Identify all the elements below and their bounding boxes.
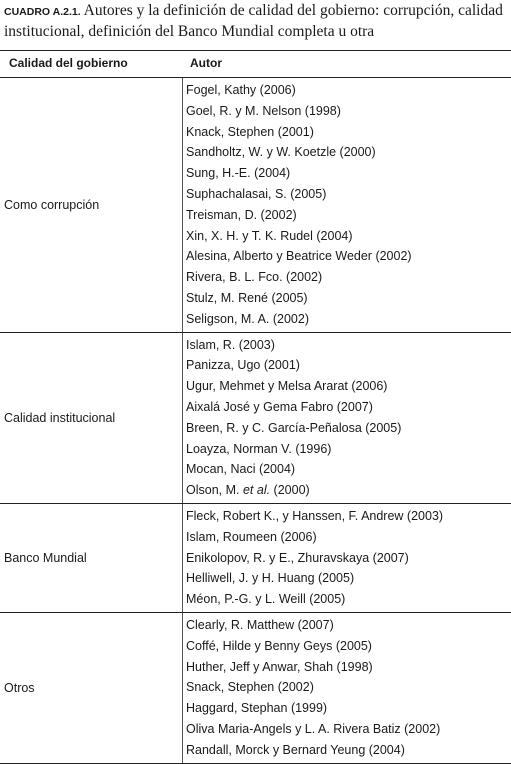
table-group	[0, 613, 511, 764]
author-row: Enikolopov, R. y E., Zhuravskaya (2007)	[186, 550, 409, 565]
caption-label: CUADRO A.2.1.	[4, 6, 81, 18]
author-row: Sandholtz, W. y W. Koetzle (2000)	[186, 145, 376, 160]
author-row: Snack, Stephen (2002)	[186, 680, 314, 695]
author-row: Xin, X. H. y T. K. Rudel (2004)	[186, 228, 353, 243]
table-group	[0, 78, 511, 333]
author-row: Méon, P.-G. y L. Weill (2005)	[186, 592, 346, 607]
author-row: Oliva Maria-Angels y L. A. Rivera Batiz (2002)	[186, 721, 441, 736]
author-row: Clearly, R. Matthew (2007)	[186, 617, 334, 632]
author-row: Islam, R. (2003)	[186, 337, 275, 352]
author-row: Suphachalasai, S. (2005)	[186, 186, 327, 201]
caption-text: Autores y la definición de calidad del gobierno: corrupción, calidad institucional, definición del Banco Mundial completa u otra	[4, 2, 503, 40]
author-row: Huther, Jeff y Anwar, Shah (1998)	[186, 659, 373, 674]
author-row: Islam, Roumeen (2006)	[186, 529, 317, 544]
author-row: Haggard, Stephan (1999)	[186, 701, 328, 716]
author-row: Panizza, Ugo (2001)	[186, 358, 300, 373]
author-row: Fogel, Kathy (2006)	[186, 83, 296, 97]
author-list	[178, 333, 511, 503]
author-row: Fleck, Robert K., y Hanssen, F. Andrew (2003)	[186, 508, 444, 523]
table-caption	[4, 1, 509, 42]
author-row: Ugur, Mehmet y Melsa Ararat (2006)	[186, 379, 388, 394]
author-row: Loayza, Norman V. (1996)	[186, 441, 332, 456]
author-row: Knack, Stephen (2001)	[186, 124, 314, 139]
author-row: Alesina, Alberto y Beatrice Weder (2002)	[186, 249, 412, 264]
header-autor: Autor	[190, 56, 222, 70]
author-row: Rivera, B. L. Fco. (2002)	[186, 270, 323, 285]
author-row: Aixalá José y Gema Fabro (2007)	[186, 399, 373, 414]
author-list	[178, 78, 511, 332]
author-row: Stulz, M. René (2005)	[186, 290, 308, 305]
author-row: Goel, R. y M. Nelson (1998)	[186, 103, 341, 118]
author-row: Sung, H.-E. (2004)	[186, 166, 291, 181]
author-row: Randall, Morck y Bernard Yeung (2004)	[186, 742, 405, 757]
author-row: Breen, R. y C. García-Peñalosa (2005)	[186, 420, 402, 435]
author-row: Coffé, Hilde y Benny Geys (2005)	[186, 638, 372, 653]
author-row: Helliwell, J. y H. Huang (2005)	[186, 571, 355, 586]
group-label: Otros	[0, 613, 183, 763]
author-row: Seligson, M. A. (2002)	[186, 311, 309, 326]
group-label: Como corrupción	[0, 78, 183, 332]
author-row: Treisman, D. (2002)	[186, 207, 297, 222]
author-list	[178, 504, 511, 612]
author-row: Mocan, Naci (2004)	[186, 462, 296, 477]
author-row: Olson, M. et al. (2000)	[186, 483, 310, 498]
header-calidad-del-gobierno: Calidad del gobierno	[9, 56, 128, 70]
table-header-row	[0, 50, 511, 78]
table-group	[0, 504, 511, 613]
group-label: Calidad institucional	[0, 333, 183, 503]
author-list	[178, 613, 511, 763]
authors-table	[0, 50, 511, 764]
table-group	[0, 333, 511, 504]
group-label: Banco Mundial	[0, 504, 183, 612]
table-body	[0, 78, 511, 764]
